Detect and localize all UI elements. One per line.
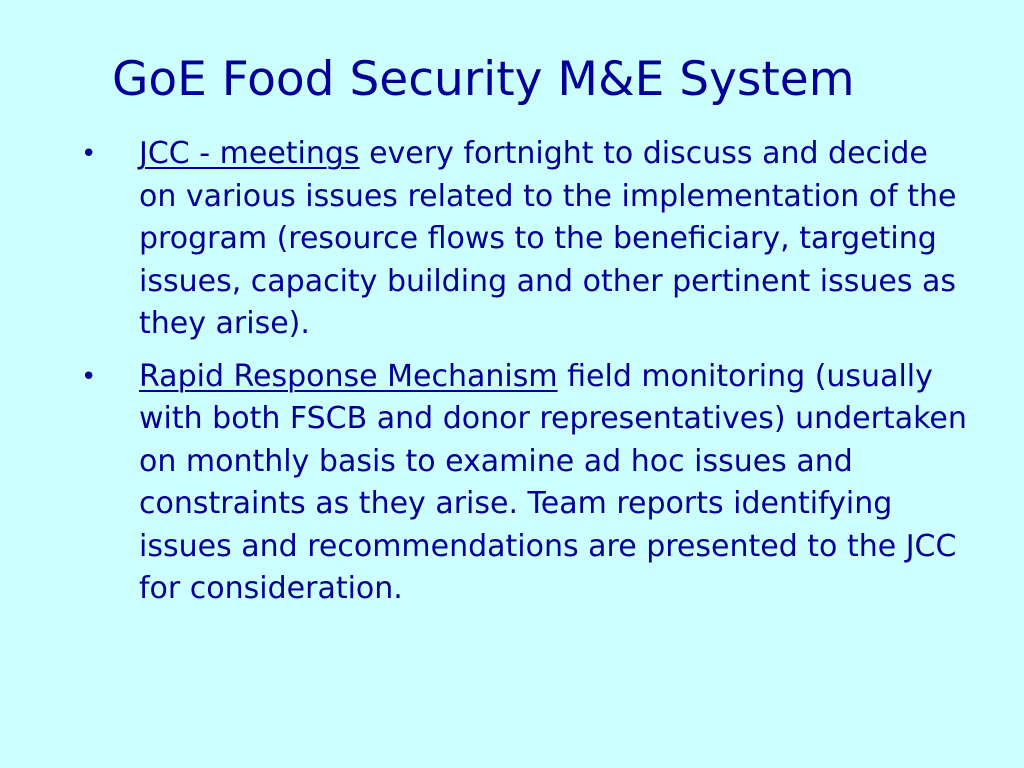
bullet-term: Rapid Response Mechanism [139, 358, 558, 394]
bullet-list [72, 133, 972, 621]
bullet-text: every fortnight to discuss and decide on various issues related to the implementation of the program (resource flows to the beneficiary, targeting issues, capacity building and other pertinent issues as they arise). [139, 136, 957, 341]
slide-title: GoE Food Security M&E System [112, 52, 855, 107]
bullet-term: JCC - meetings [139, 136, 360, 171]
bullet-item-rapid-response [72, 356, 972, 611]
bullet-icon: • [81, 361, 97, 392]
bullet-icon: • [81, 139, 97, 169]
bullet-item-jcc-meetings [72, 133, 972, 346]
bullet-text: field monitoring (usually with both FSCB and donor representatives) undertaken on monthly basis to examine ad hoc issues and constraints as they arise. Team reports identifying issues and recommendations are presented to the JCC for consideration. [139, 358, 967, 606]
